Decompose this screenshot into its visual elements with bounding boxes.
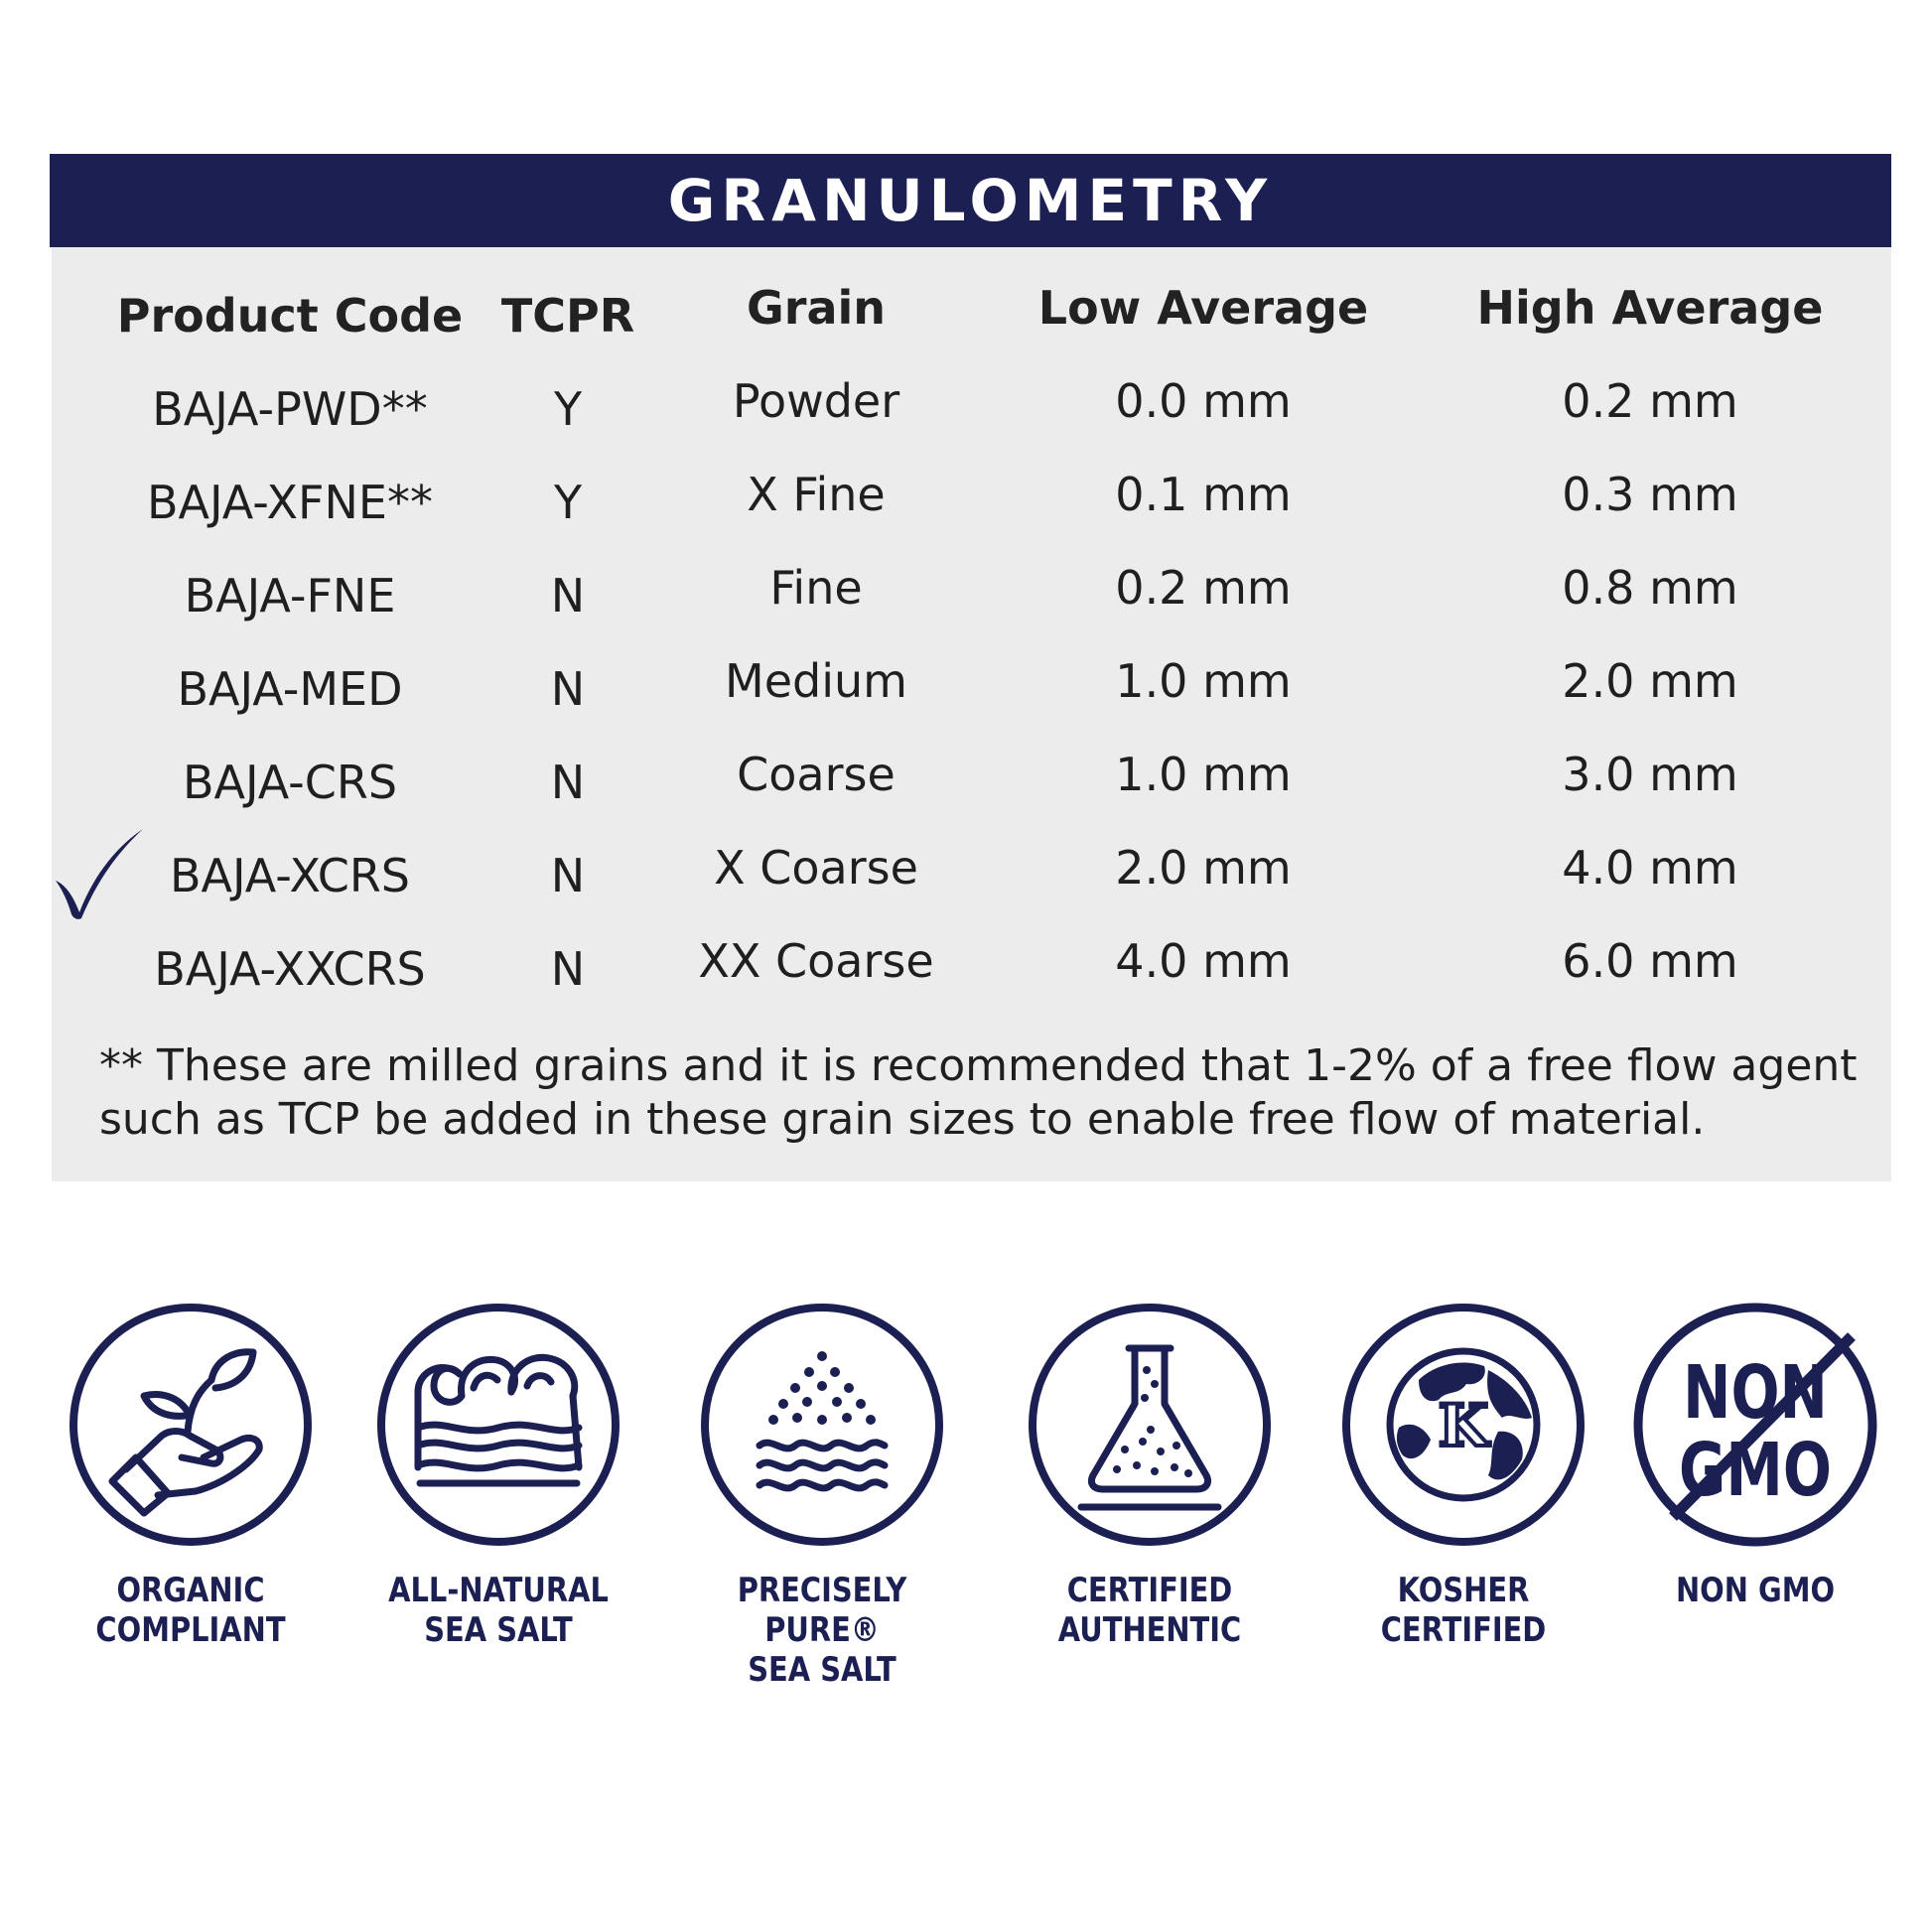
high-average-value: 0.3 mm	[1562, 468, 1738, 521]
grain-value: Medium	[725, 654, 907, 708]
lab-flask-icon	[1026, 1301, 1274, 1549]
product-code: BAJA-CRS	[182, 756, 398, 809]
low-average-value: 1.0 mm	[1115, 654, 1292, 708]
high-average-value: 4.0 mm	[1562, 841, 1738, 895]
product-code: BAJA-PWD**	[152, 382, 428, 436]
gmo-text: GMO	[1679, 1426, 1832, 1513]
tcpr-value: N	[550, 849, 586, 902]
header-bar	[50, 154, 1891, 247]
badge-label: CERTIFIED AUTHENTIC	[1057, 1571, 1242, 1650]
tcpr-value: N	[550, 662, 586, 716]
column-header-high-average: High Average	[1476, 281, 1824, 335]
product-code: BAJA-XXCRS	[154, 942, 426, 996]
grain-value: Powder	[732, 374, 900, 428]
badge-label: ORGANIC COMPLIANT	[95, 1571, 286, 1650]
tcpr-value: N	[550, 569, 586, 622]
checkmark-icon	[52, 823, 146, 922]
grain-value: Fine	[769, 561, 863, 615]
column-header-grain: Grain	[747, 281, 886, 335]
low-average-value: 0.0 mm	[1115, 374, 1292, 428]
product-code: BAJA-MED	[177, 662, 403, 716]
low-average-value: 4.0 mm	[1115, 934, 1292, 988]
high-average-value: 6.0 mm	[1562, 934, 1738, 988]
badge-all-natural-sea-salt	[349, 1301, 647, 1650]
badge-label: ALL-NATURAL SEA SALT	[388, 1571, 609, 1650]
high-average-value: 0.2 mm	[1562, 374, 1738, 428]
grain-value: X Coarse	[714, 841, 918, 895]
salt-crystals-icon	[698, 1301, 946, 1549]
svg-text:K: K	[1438, 1392, 1489, 1459]
badge-label: NON GMO	[1675, 1571, 1836, 1610]
badge-organic-compliant	[42, 1301, 340, 1650]
low-average-value: 0.2 mm	[1115, 561, 1292, 615]
high-average-value: 0.8 mm	[1562, 561, 1738, 615]
column-header-product-code: Product Code	[116, 289, 464, 343]
non-text: NON	[1683, 1348, 1828, 1436]
high-average-value: 2.0 mm	[1562, 654, 1738, 708]
product-code: BAJA-XFNE**	[147, 476, 433, 529]
badge-label: PRECISELY PURE® SEA SALT	[737, 1571, 907, 1690]
tcpr-value: N	[550, 756, 586, 809]
low-average-value: 1.0 mm	[1115, 748, 1292, 801]
badge-non-gmo	[1606, 1301, 1904, 1610]
tcpr-value: Y	[553, 382, 583, 436]
sea-waves-icon	[374, 1301, 622, 1549]
granulometry-table	[52, 247, 1891, 1181]
tcpr-value: Y	[553, 476, 583, 529]
product-code: BAJA-FNE	[184, 569, 396, 622]
badge-label: KOSHER CERTIFIED	[1380, 1571, 1547, 1650]
column-header-low-average: Low Average	[1037, 281, 1369, 335]
plant-in-hand-icon	[67, 1301, 315, 1549]
footnote: ** These are milled grains and it is recommended that 1-2% of a free flow agent such as TCP be added in these grain sizes to enable free flow of material.	[99, 1040, 1858, 1145]
badge-kosher-certified	[1314, 1301, 1612, 1650]
high-average-value: 3.0 mm	[1562, 748, 1738, 801]
low-average-value: 0.1 mm	[1115, 468, 1292, 521]
non-gmo-icon	[1631, 1301, 1879, 1549]
grain-value: X Fine	[747, 468, 886, 521]
badge-certified-authentic	[1001, 1301, 1299, 1650]
grain-value: XX Coarse	[698, 934, 934, 988]
page-title: GRANULOMETRY	[667, 167, 1274, 234]
low-average-value: 2.0 mm	[1115, 841, 1292, 895]
product-code: BAJA-XCRS	[170, 849, 410, 902]
kosher-globe-icon	[1339, 1301, 1587, 1549]
badge-precisely-pure-sea-salt	[673, 1301, 971, 1690]
grain-value: Coarse	[737, 748, 896, 801]
tcpr-value: N	[550, 942, 586, 996]
column-header-tcpr: TCPR	[500, 289, 635, 343]
